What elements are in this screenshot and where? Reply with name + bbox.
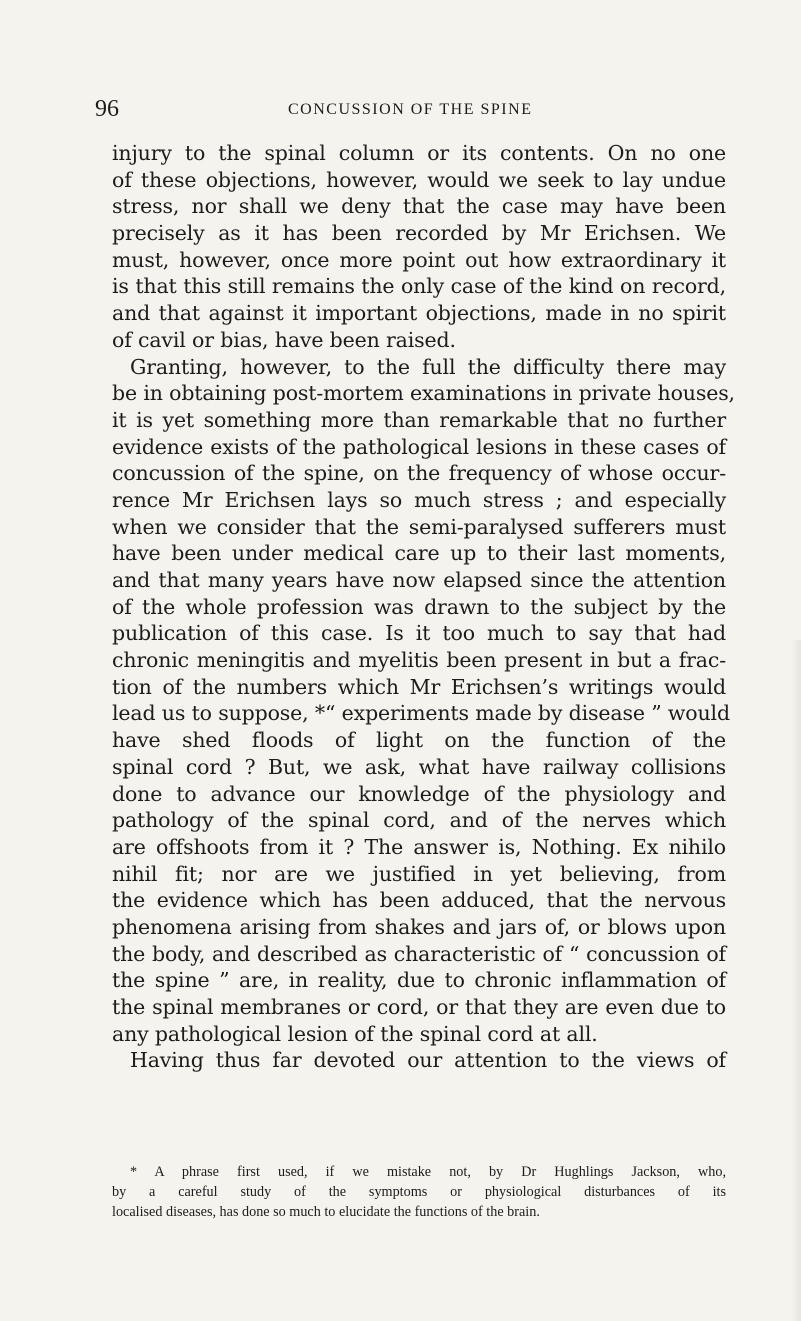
- footnote-line: * A phrase first used, if we mistake not, by Dr Hughlings Jackson, who,: [130, 1164, 726, 1180]
- text-line: it is yet something more than remarkable that no further: [112, 407, 726, 432]
- text-line: phenomena arising from shakes and jars of, or blows upon: [112, 914, 726, 939]
- text-line: and that many years have now elapsed since the attention: [112, 568, 726, 592]
- text-line: done to advance our knowledge of the physiology and: [112, 781, 726, 806]
- running-head: CONCUSSION OF THE SPINE: [288, 101, 533, 118]
- text-line: Granting, however, to the full the difficulty there may: [130, 354, 726, 379]
- text-line: be in obtaining post-mortem examinations in private houses,: [112, 381, 735, 406]
- text-line: and that against it important objections, made in no spirit: [112, 301, 726, 326]
- text-line: must, however, once more point out how extraordinary it: [112, 247, 726, 272]
- text-line: the spinal membranes or cord, or that they are even due to: [112, 995, 726, 1019]
- text-line: is that this still remains the only case of the kind on record,: [112, 274, 726, 299]
- text-line: rence Mr Erichsen lays so much stress ; and especially: [112, 487, 726, 512]
- text-line: tion of the numbers which Mr Erichsen’s writings would: [112, 674, 726, 699]
- text-line: the spine ” are, in reality, due to chronic inflammation of: [112, 968, 726, 993]
- text-line: lead us to suppose, *“ experiments made by disease ” would: [112, 701, 730, 726]
- footnote: [112, 1162, 726, 1222]
- text-line: have been under medical care up to their last moments,: [112, 541, 726, 566]
- text-line: evidence exists of the pathological lesions in these cases of: [112, 434, 726, 459]
- text-line: precisely as it has been recorded by Mr Erichsen. We: [112, 221, 726, 246]
- page-number: 96: [95, 96, 119, 122]
- text-line: of the whole profession was drawn to the subject by the: [112, 594, 726, 619]
- text-line: any pathological lesion of the spinal cord at all.: [112, 1021, 598, 1046]
- text-line: when we consider that the semi-paralysed sufferers must: [112, 514, 726, 539]
- text-line: injury to the spinal column or its contents. On no one: [112, 141, 726, 165]
- text-line: of these objections, however, would we seek to lay undue: [112, 167, 726, 192]
- footnote-line: localised diseases, has done so much to elucidate the functions of the brain.: [112, 1204, 540, 1220]
- text-line: pathology of the spinal cord, and of the nerves which: [112, 808, 726, 833]
- text-line: nihil fit; nor are we justified in yet believing, from: [112, 861, 726, 886]
- text-line: Having thus far devoted our attention to the views of: [130, 1048, 726, 1073]
- text-line: stress, nor shall we deny that the case may have been: [112, 194, 726, 219]
- text-line: the evidence which has been adduced, that the nervous: [112, 888, 726, 913]
- text-line: have shed floods of light on the function of the: [112, 728, 726, 753]
- text-line: of cavil or bias, have been raised.: [112, 327, 456, 352]
- text-line: spinal cord ? But, we ask, what have railway collisions: [112, 754, 726, 779]
- paper-edge-shadow: [791, 640, 801, 1321]
- body-text: [112, 140, 735, 1074]
- text-line: the body, and described as characteristic of “ concussion of: [112, 941, 726, 966]
- footnote-line: by a careful study of the symptoms or physiological disturbances of its: [112, 1184, 726, 1200]
- text-line: chronic meningitis and myelitis been present in but a frac-: [112, 648, 726, 673]
- text-line: concussion of the spine, on the frequency of whose occur-: [112, 461, 726, 486]
- text-line: publication of this case. Is it too much to say that had: [112, 621, 726, 646]
- page-header: [95, 96, 725, 126]
- text-line: are offshoots from it ? The answer is, Nothing. Ex nihilo: [112, 834, 726, 859]
